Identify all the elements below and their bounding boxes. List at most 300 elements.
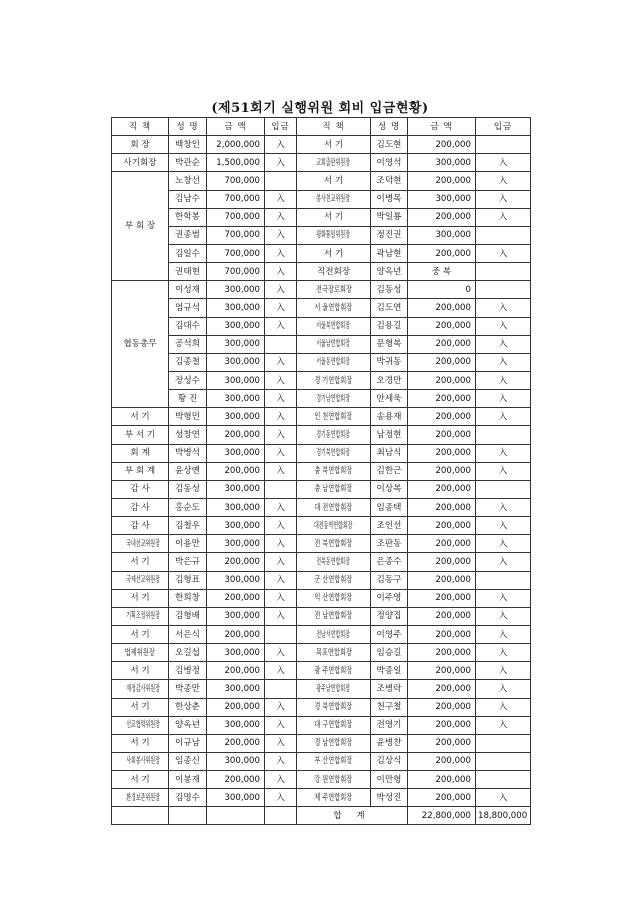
table-row [112, 589, 531, 607]
right-role [297, 335, 371, 353]
left-name: 김명수 [169, 789, 207, 807]
left-paid [265, 680, 297, 698]
left-amount: 200,000 [207, 553, 265, 571]
right-name: 곽남현 [371, 244, 408, 262]
left-name: 김형배 [169, 607, 207, 625]
table-row [112, 190, 531, 208]
right-role-text: 대전동역연합회장 [314, 520, 353, 531]
right-paid: 入 [476, 517, 531, 535]
right-role [297, 226, 371, 244]
table-row [112, 498, 531, 516]
left-amount: 300,000 [207, 299, 265, 317]
left-name: 권종범 [169, 226, 207, 244]
empty-cell [207, 807, 265, 825]
left-name: 김동성 [169, 480, 207, 498]
left-paid: 入 [265, 553, 297, 571]
left-paid: 入 [265, 408, 297, 426]
right-amount: 200,000 [408, 680, 476, 698]
right-paid: 入 [476, 535, 531, 553]
right-role-text: 전 북연합회장 [314, 538, 353, 549]
right-paid [476, 734, 531, 752]
left-name: 노창선 [169, 172, 207, 190]
right-role [297, 553, 371, 571]
left-role [112, 644, 169, 662]
right-amount: 200,000 [408, 734, 476, 752]
left-paid: 入 [265, 644, 297, 662]
left-role-text: 선교협력위원장 [126, 720, 160, 731]
right-role [297, 698, 371, 716]
right-role-text: 인 천연합회장 [314, 411, 353, 422]
left-role: 서 기 [112, 589, 169, 607]
table-row [112, 299, 531, 317]
page-title: (제51회기 실행위원 회비 입금현황) [211, 101, 429, 116]
left-role: 회 장 [112, 136, 169, 154]
totals-label: 합 계 [297, 807, 408, 825]
left-name: 공석희 [169, 335, 207, 353]
right-role [297, 571, 371, 589]
left-amount: 200,000 [207, 589, 265, 607]
left-role: 서 기 [112, 698, 169, 716]
left-paid [265, 335, 297, 353]
left-role: 사기회장 [112, 154, 169, 172]
right-name: 문형복 [371, 335, 408, 353]
right-role: 서 기 [297, 208, 371, 226]
left-role-text: 사회봉사위원장 [126, 756, 160, 767]
table-row [112, 244, 531, 262]
right-name: 송용재 [371, 408, 408, 426]
left-amount: 300,000 [207, 716, 265, 734]
right-name: 박일룡 [371, 208, 408, 226]
left-amount: 300,000 [207, 335, 265, 353]
right-amount: 200,000 [408, 244, 476, 262]
right-role [297, 371, 371, 389]
right-role [297, 789, 371, 807]
right-role [297, 480, 371, 498]
table-row [112, 625, 531, 643]
right-role-text: 전 남연합회장 [314, 611, 353, 622]
right-amount: 200,000 [408, 771, 476, 789]
table-row [112, 752, 531, 770]
right-name: 전영기 [371, 716, 408, 734]
right-role-text: 대 구연합회장 [314, 720, 353, 731]
right-paid: 入 [476, 680, 531, 698]
right-role [297, 517, 371, 535]
table-row [112, 716, 531, 734]
right-amount: 200,000 [408, 462, 476, 480]
table-row [112, 644, 531, 662]
right-name: 김도연 [371, 299, 408, 317]
left-name: 이봉재 [169, 771, 207, 789]
left-amount: 300,000 [207, 371, 265, 389]
right-amount: 0 [408, 281, 476, 299]
left-role [112, 752, 169, 770]
left-role-text: 환경보존위원장 [126, 792, 160, 803]
right-role-text: 교회출판위원장 [316, 157, 351, 168]
left-paid: 入 [265, 716, 297, 734]
right-name: 최남식 [371, 444, 408, 462]
table-row [112, 263, 531, 281]
right-amount: 200,000 [408, 390, 476, 408]
right-amount: 200,000 [408, 317, 476, 335]
right-role [297, 662, 371, 680]
totals-amount: 22,800,000 [408, 807, 476, 825]
left-role: 부 서 기 [112, 426, 169, 444]
right-paid: 入 [476, 553, 531, 571]
table-row [112, 571, 531, 589]
left-role [112, 607, 169, 625]
left-name: 백창인 [169, 136, 207, 154]
right-name: 김동성 [371, 281, 408, 299]
right-name: 이병목 [371, 190, 408, 208]
right-amount: 200,000 [408, 426, 476, 444]
right-name: 김상식 [371, 752, 408, 770]
right-role-text: 서울북연합회장 [316, 321, 351, 332]
column-header: 성 명 [169, 118, 207, 136]
left-role-text: 국내선교위원장 [126, 538, 160, 549]
left-role: 서 기 [112, 408, 169, 426]
right-role-text: 강 원연합회장 [314, 774, 353, 785]
left-amount: 300,000 [207, 317, 265, 335]
left-name: 박병석 [169, 444, 207, 462]
table-row [112, 172, 531, 190]
right-role-text: 경기동연합회장 [316, 429, 351, 440]
table-row [112, 771, 531, 789]
column-header: 금 액 [408, 118, 476, 136]
totals-row [112, 807, 531, 825]
right-role-text: 전남서연합회장 [316, 629, 351, 640]
left-name: 김일수 [169, 244, 207, 262]
right-role [297, 589, 371, 607]
right-role [297, 353, 371, 371]
left-name: 홍순도 [169, 498, 207, 516]
right-amount: 200,000 [408, 607, 476, 625]
right-role: 서 기 [297, 244, 371, 262]
right-name: 양옥년 [371, 263, 408, 281]
left-paid: 入 [265, 136, 297, 154]
left-amount: 200,000 [207, 698, 265, 716]
right-name: 이영주 [371, 625, 408, 643]
right-role [297, 771, 371, 789]
left-role: 서 기 [112, 662, 169, 680]
right-amount: 중 복 [408, 263, 476, 281]
right-paid: 入 [476, 498, 531, 516]
right-role [297, 607, 371, 625]
right-name: 김용길 [371, 317, 408, 335]
left-name: 한희창 [169, 589, 207, 607]
left-role: 회 계 [112, 444, 169, 462]
right-role [297, 752, 371, 770]
left-amount: 1,500,000 [207, 154, 265, 172]
right-amount: 300,000 [408, 226, 476, 244]
right-amount: 200,000 [408, 353, 476, 371]
table-row [112, 462, 531, 480]
right-role-text: 익 산연합회장 [314, 593, 353, 604]
left-role-text: 법제위원장 [125, 647, 155, 658]
right-paid: 入 [476, 589, 531, 607]
left-amount: 300,000 [207, 480, 265, 498]
right-name: 정진권 [371, 226, 408, 244]
right-name: 이영석 [371, 154, 408, 172]
table-row [112, 226, 531, 244]
left-paid: 入 [265, 426, 297, 444]
right-amount: 200,000 [408, 589, 476, 607]
right-role-text: 서울남연합회장 [316, 339, 351, 350]
left-paid: 入 [265, 462, 297, 480]
left-amount: 700,000 [207, 172, 265, 190]
right-paid [476, 771, 531, 789]
header-row [112, 118, 531, 136]
left-role [112, 789, 169, 807]
table-row [112, 698, 531, 716]
right-name: 임승길 [371, 644, 408, 662]
right-amount: 200,000 [408, 716, 476, 734]
left-role: 감 사 [112, 517, 169, 535]
right-role-text: 전국장로회장 [315, 284, 352, 295]
left-amount: 300,000 [207, 517, 265, 535]
right-role-text: 부 산연합회장 [314, 756, 353, 767]
left-paid: 入 [265, 535, 297, 553]
right-name: 이상복 [371, 480, 408, 498]
right-name: 김동구 [371, 571, 408, 589]
left-paid: 入 [265, 208, 297, 226]
right-paid: 入 [476, 317, 531, 335]
right-role [297, 680, 371, 698]
right-paid: 入 [476, 390, 531, 408]
left-role: 서 기 [112, 734, 169, 752]
right-amount: 200,000 [408, 698, 476, 716]
table-row [112, 734, 531, 752]
left-name: 한학봉 [169, 208, 207, 226]
right-role [297, 426, 371, 444]
right-name: 김도현 [371, 136, 408, 154]
right-paid [476, 752, 531, 770]
left-name: 양옥년 [169, 716, 207, 734]
right-name: 조병락 [371, 680, 408, 698]
right-paid: 入 [476, 698, 531, 716]
left-name: 김종철 [169, 353, 207, 371]
table-row [112, 426, 531, 444]
right-paid: 入 [476, 371, 531, 389]
left-paid: 入 [265, 771, 297, 789]
left-name: 성창연 [169, 426, 207, 444]
left-amount: 200,000 [207, 426, 265, 444]
left-role [112, 680, 169, 698]
column-header: 입금 [476, 118, 531, 136]
left-name: 윤상옌 [169, 462, 207, 480]
right-amount: 200,000 [408, 625, 476, 643]
left-name: 박형민 [169, 408, 207, 426]
left-role: 서 기 [112, 553, 169, 571]
table-row [112, 607, 531, 625]
right-role-text: 경 남연합회장 [314, 738, 353, 749]
left-amount: 700,000 [207, 226, 265, 244]
left-amount: 700,000 [207, 244, 265, 262]
right-paid: 入 [476, 208, 531, 226]
right-name: 은종수 [371, 553, 408, 571]
right-name: 박성진 [371, 789, 408, 807]
right-role [297, 408, 371, 426]
left-amount: 200,000 [207, 734, 265, 752]
left-amount: 300,000 [207, 444, 265, 462]
left-name: 박종만 [169, 680, 207, 698]
right-role-text: 광주남연합회장 [316, 683, 351, 694]
right-paid [476, 136, 531, 154]
table-row [112, 680, 531, 698]
right-paid: 入 [476, 644, 531, 662]
right-amount: 200,000 [408, 662, 476, 680]
right-role-text: 경기남연합회장 [316, 393, 351, 404]
left-paid: 入 [265, 517, 297, 535]
right-role [297, 716, 371, 734]
table-row [112, 535, 531, 553]
left-name: 이용만 [169, 535, 207, 553]
right-amount: 200,000 [408, 535, 476, 553]
right-role-text: 제 주연합회장 [314, 792, 353, 803]
table-row [112, 408, 531, 426]
right-paid: 入 [476, 607, 531, 625]
left-name: 오길섭 [169, 644, 207, 662]
right-role [297, 644, 371, 662]
table-row [112, 789, 531, 807]
left-amount: 700,000 [207, 208, 265, 226]
table-row [112, 154, 531, 172]
right-name: 윤병찬 [371, 734, 408, 752]
table-row [112, 281, 531, 299]
left-paid: 入 [265, 154, 297, 172]
left-paid: 入 [265, 589, 297, 607]
right-amount: 200,000 [408, 335, 476, 353]
right-name: 남정현 [371, 426, 408, 444]
right-role-text: 군 산연합회장 [314, 575, 353, 586]
left-amount: 300,000 [207, 789, 265, 807]
right-paid: 入 [476, 662, 531, 680]
left-amount: 300,000 [207, 607, 265, 625]
right-amount: 200,000 [408, 571, 476, 589]
left-amount: 200,000 [207, 462, 265, 480]
right-role-text: 대 전연합회장 [314, 502, 353, 513]
left-name: 김철우 [169, 517, 207, 535]
right-name: 조덕현 [371, 172, 408, 190]
left-amount: 300,000 [207, 571, 265, 589]
left-amount: 300,000 [207, 680, 265, 698]
left-amount: 200,000 [207, 662, 265, 680]
right-role: 직전회장 [297, 263, 371, 281]
table-row [112, 371, 531, 389]
left-amount: 300,000 [207, 498, 265, 516]
right-amount: 200,000 [408, 444, 476, 462]
left-paid: 入 [265, 371, 297, 389]
left-paid: 入 [265, 244, 297, 262]
right-name: 임종택 [371, 498, 408, 516]
right-role-text: 평화통일위원장 [316, 230, 351, 241]
right-amount: 200,000 [408, 299, 476, 317]
empty-cell [265, 807, 297, 825]
column-header: 성 명 [371, 118, 408, 136]
right-role [297, 535, 371, 553]
left-paid: 入 [265, 571, 297, 589]
right-paid: 入 [476, 444, 531, 462]
right-amount: 200,000 [408, 517, 476, 535]
right-name: 이만형 [371, 771, 408, 789]
left-amount: 300,000 [207, 281, 265, 299]
column-header: 입금 [265, 118, 297, 136]
right-paid: 入 [476, 172, 531, 190]
right-role: 서 기 [297, 172, 371, 190]
right-amount: 300,000 [408, 154, 476, 172]
right-role [297, 462, 371, 480]
left-paid: 入 [265, 789, 297, 807]
right-name: 김한근 [371, 462, 408, 480]
left-role: 부 회 장 [112, 172, 169, 281]
right-role [297, 444, 371, 462]
left-name: 박은규 [169, 553, 207, 571]
right-role-text: 서울동연합회장 [316, 357, 351, 368]
right-role-text: 충 북연합회장 [314, 466, 353, 477]
right-role-text: 충 남연합회장 [314, 484, 353, 495]
empty-cell [169, 807, 207, 825]
left-paid [265, 625, 297, 643]
left-amount: 300,000 [207, 390, 265, 408]
left-paid: 入 [265, 353, 297, 371]
right-amount: 200,000 [408, 480, 476, 498]
right-amount: 200,000 [408, 644, 476, 662]
column-header: 금 액 [207, 118, 265, 136]
right-amount: 200,000 [408, 208, 476, 226]
table-row [112, 480, 531, 498]
left-paid: 入 [265, 263, 297, 281]
left-paid: 入 [265, 498, 297, 516]
right-amount: 200,000 [408, 371, 476, 389]
table-row [112, 335, 531, 353]
right-role: 서 기 [297, 136, 371, 154]
right-role-text: 목포연합회장 [315, 647, 352, 658]
left-paid: 入 [265, 698, 297, 716]
right-paid: 入 [476, 625, 531, 643]
left-name: 김병정 [169, 662, 207, 680]
left-role-text: 재정감사위원장 [126, 683, 160, 694]
left-name: 엄규석 [169, 299, 207, 317]
left-paid: 入 [265, 226, 297, 244]
table-row [112, 317, 531, 335]
right-role [297, 154, 371, 172]
right-paid: 入 [476, 154, 531, 172]
left-role-text: 국제선교위원장 [126, 575, 160, 586]
right-paid [476, 426, 531, 444]
left-paid: 入 [265, 317, 297, 335]
right-name: 천구철 [371, 698, 408, 716]
right-name: 조판동 [371, 535, 408, 553]
right-paid [476, 281, 531, 299]
right-paid: 入 [476, 789, 531, 807]
right-paid: 入 [476, 190, 531, 208]
right-amount: 200,000 [408, 136, 476, 154]
right-paid: 入 [476, 335, 531, 353]
left-paid: 入 [265, 734, 297, 752]
left-paid [265, 480, 297, 498]
totals-paid: 18,800,000 [476, 807, 531, 825]
right-paid: 入 [476, 408, 531, 426]
right-role-text: 경기북연합회장 [316, 448, 351, 459]
left-name: 박관순 [169, 154, 207, 172]
column-header: 직 책 [112, 118, 169, 136]
column-header: 직 책 [297, 118, 371, 136]
right-name: 정양집 [371, 607, 408, 625]
left-amount: 300,000 [207, 752, 265, 770]
left-amount: 300,000 [207, 644, 265, 662]
right-paid: 入 [476, 353, 531, 371]
left-role: 부 회 계 [112, 462, 169, 480]
right-role [297, 734, 371, 752]
